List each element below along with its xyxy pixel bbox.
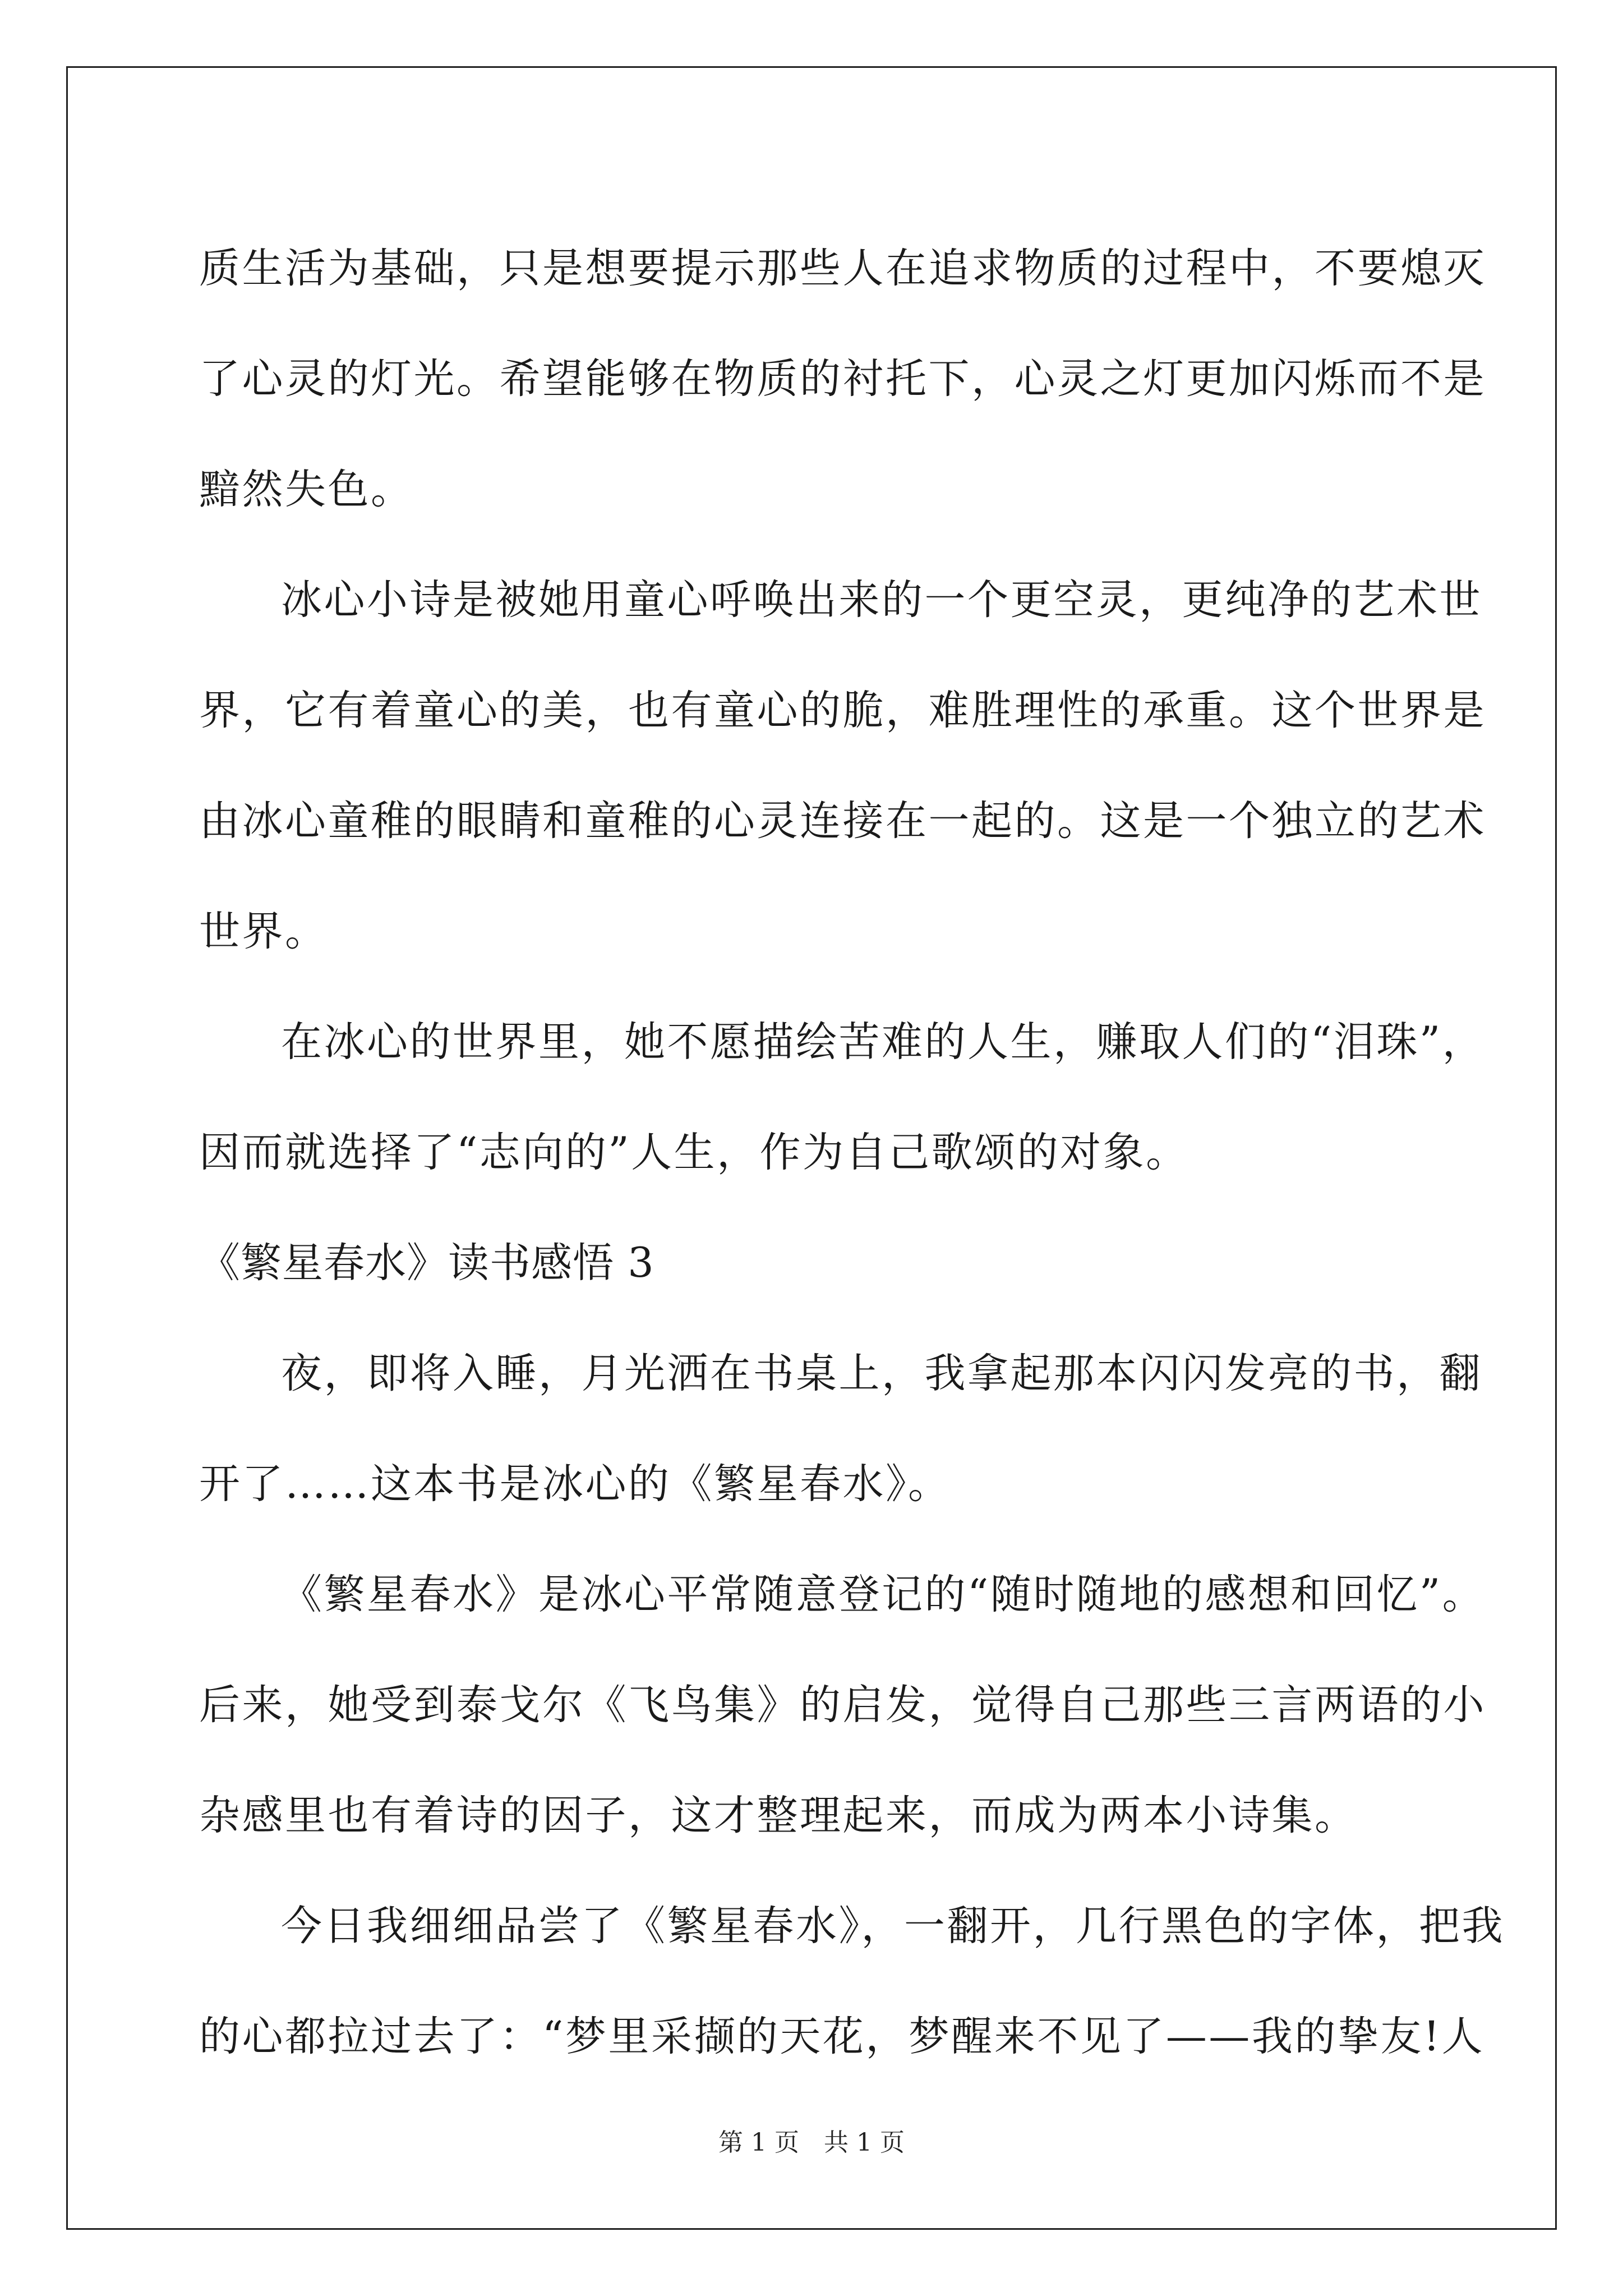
text-line: 了心灵的灯光。希望能够在物质的衬托下，心灵之灯更加闪烁而不是: [199, 355, 1486, 403]
paragraph-start-line: 在冰心的世界里，她不愿描绘苦难的人生，赚取人们的“泪珠”，: [281, 1018, 1486, 1066]
paragraph-start-line: 夜，即将入睡，月光洒在书桌上，我拿起那本闪闪发亮的书，翻: [281, 1350, 1482, 1397]
text-line: 质生活为基础，只是想要提示那些人在追求物质的过程中，不要熄灭: [199, 245, 1486, 292]
text-line: 黯然失色。: [199, 466, 414, 513]
text-line: 的心都拉过去了：“梦里采撷的天花，梦醒来不见了——我的挚友!人: [199, 2013, 1485, 2060]
text-line: 后来，她受到泰戈尔《飞鸟集》的启发，觉得自己那些三言两语的小: [199, 1681, 1486, 1729]
text-line: 因而就选择了“志向的”人生，作为自己歌颂的对象。: [199, 1129, 1189, 1176]
text-line: 开了……这本书是冰心的《繁星春水》。: [199, 1460, 951, 1508]
section-heading: 《繁星春水》读书感悟 3: [199, 1239, 654, 1287]
paragraph-start-line: 《繁星春水》是冰心平常随意登记的“随时随地的感想和回忆”。: [281, 1571, 1486, 1618]
text-line: 世界。: [199, 908, 328, 955]
text-line: 由冰心童稚的眼睛和童稚的心灵连接在一起的。这是一个独立的艺术: [199, 797, 1486, 845]
text-line: 杂感里也有着诗的因子，这才整理起来，而成为两本小诗集。: [199, 1792, 1358, 1839]
page-footer: 第 1 页 共 1 页: [718, 2128, 905, 2157]
text-line: 界，它有着童心的美，也有童心的脆，难胜理性的承重。这个世界是: [199, 687, 1486, 734]
paragraph-start-line: 今日我细细品尝了《繁星春水》，一翻开，几行黑色的字体，把我: [281, 1902, 1505, 1950]
paragraph-start-line: 冰心小诗是被她用童心呼唤出来的一个更空灵，更纯净的艺术世: [281, 576, 1482, 624]
document-body: [199, 213, 1505, 2092]
